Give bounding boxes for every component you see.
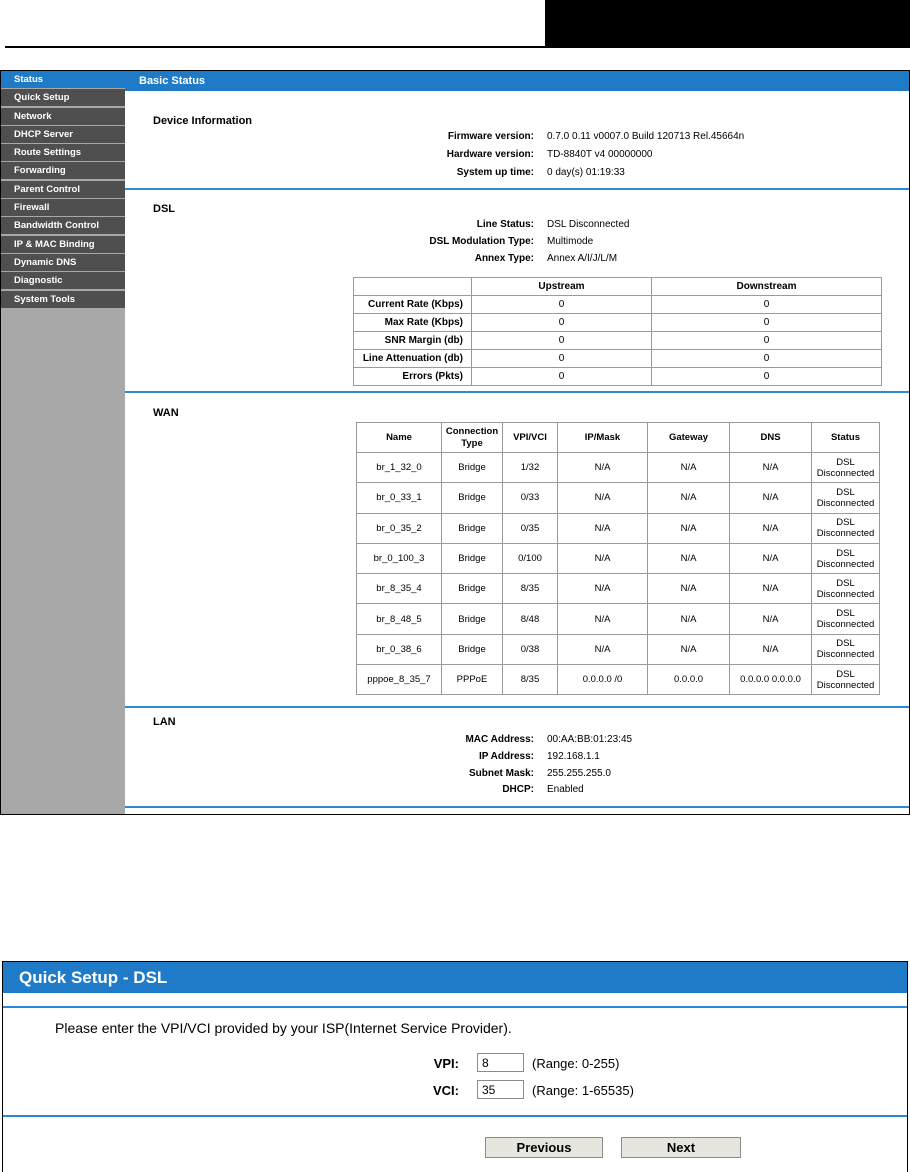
sidebar-item-route-settings[interactable]: Route Settings <box>1 144 125 161</box>
type-cell: Bridge <box>442 453 503 483</box>
firmware-label: Firmware version: <box>447 131 534 142</box>
vpi-label: VPI: <box>433 1056 459 1071</box>
sidebar-item-firewall[interactable]: Firewall <box>1 199 125 216</box>
vpivci-cell: 0/33 <box>503 483 558 513</box>
type-cell: Bridge <box>442 604 503 634</box>
upstream-cell: 0 <box>472 350 652 368</box>
table-row <box>357 543 880 573</box>
row-label: Current Rate (Kbps) <box>354 296 472 314</box>
row-label: SNR Margin (db) <box>354 332 472 350</box>
sidebar-item-dynamic-dns[interactable]: Dynamic DNS <box>1 254 125 271</box>
instruction-text: Please enter the VPI/VCI provided by your ISP(Internet Service Provider). <box>55 1020 512 1036</box>
name-cell: br_8_35_4 <box>357 574 442 604</box>
mask-label: Subnet Mask: <box>468 768 534 779</box>
vpivci-cell: 0/38 <box>503 634 558 664</box>
status-cell: DSL Disconnected <box>812 513 880 543</box>
table-row <box>357 453 880 483</box>
status-main <box>125 71 910 815</box>
downstream-cell: 0 <box>652 332 882 350</box>
sidebar-item-parent-control[interactable]: Parent Control <box>1 181 125 198</box>
name-cell: br_0_33_1 <box>357 483 442 513</box>
dns-cell: N/A <box>730 543 812 573</box>
name-cell: br_0_100_3 <box>357 543 442 573</box>
dhcp-label: DHCP: <box>502 784 534 795</box>
status-cell: DSL Disconnected <box>812 574 880 604</box>
sidebar-item-bandwidth-control[interactable]: Bandwidth Control <box>1 217 125 234</box>
status-cell: DSL Disconnected <box>812 634 880 664</box>
page-title: Basic Status <box>125 71 910 91</box>
header-black-bar <box>545 0 910 46</box>
name-cell: br_8_48_5 <box>357 604 442 634</box>
table-row <box>357 604 880 634</box>
table-header-row <box>354 278 882 296</box>
dhcp-value: Enabled <box>547 784 584 795</box>
gateway-cell: N/A <box>648 604 730 634</box>
table-header-row <box>357 423 880 453</box>
table-row <box>354 332 882 350</box>
dns-cell: N/A <box>730 604 812 634</box>
divider <box>3 1115 908 1117</box>
annex-label: Annex Type: <box>474 253 534 264</box>
modulation-value: Multimode <box>547 236 594 247</box>
name-cell: pppoe_8_35_7 <box>357 665 442 695</box>
table-row <box>354 350 882 368</box>
gateway-cell: N/A <box>648 513 730 543</box>
divider <box>125 391 910 393</box>
modulation-row <box>125 236 910 250</box>
table-row <box>357 513 880 543</box>
table-row <box>357 665 880 695</box>
upstream-cell: 0 <box>472 296 652 314</box>
downstream-cell: 0 <box>652 368 882 386</box>
vpivci-cell: 1/32 <box>503 453 558 483</box>
ip-cell: N/A <box>558 453 648 483</box>
sidebar-item-system-tools[interactable]: System Tools <box>1 291 125 308</box>
sidebar-item-dhcp-server[interactable]: DHCP Server <box>1 126 125 143</box>
vci-range: (Range: 1-65535) <box>532 1083 634 1098</box>
column-header: Upstream <box>472 278 652 296</box>
ip-value: 192.168.1.1 <box>547 751 600 762</box>
table-row <box>354 314 882 332</box>
ip-cell: N/A <box>558 543 648 573</box>
status-cell: DSL Disconnected <box>812 604 880 634</box>
sidebar-item-status[interactable]: Status <box>1 71 125 88</box>
downstream-cell: 0 <box>652 296 882 314</box>
gateway-cell: N/A <box>648 574 730 604</box>
line-status-label: Line Status: <box>476 219 534 230</box>
vpivci-cell: 0/35 <box>503 513 558 543</box>
divider <box>3 1006 908 1008</box>
sidebar-menu <box>1 71 125 308</box>
upstream-cell: 0 <box>472 332 652 350</box>
line-status-value: DSL Disconnected <box>547 219 630 230</box>
type-cell: Bridge <box>442 574 503 604</box>
upstream-cell: 0 <box>472 314 652 332</box>
row-label: Max Rate (Kbps) <box>354 314 472 332</box>
uptime-row <box>125 167 910 181</box>
dhcp-row <box>125 784 910 798</box>
ip-cell: N/A <box>558 513 648 543</box>
dns-cell: N/A <box>730 483 812 513</box>
table-row <box>354 368 882 386</box>
quick-setup-title: Quick Setup - DSL <box>3 962 907 993</box>
column-header: Gateway <box>648 423 730 453</box>
ip-cell: N/A <box>558 634 648 664</box>
ip-label: IP Address: <box>478 751 534 762</box>
quick-setup-screenshot <box>2 961 908 1172</box>
vci-input[interactable] <box>477 1080 524 1099</box>
column-header: Name <box>357 423 442 453</box>
status-cell: DSL Disconnected <box>812 543 880 573</box>
type-cell: Bridge <box>442 634 503 664</box>
firmware-value: 0.7.0 0.11 v0007.0 Build 120713 Rel.45664n <box>547 131 745 142</box>
type-cell: Bridge <box>442 513 503 543</box>
vpi-input[interactable] <box>477 1053 524 1072</box>
column-header: Status <box>812 423 880 453</box>
dns-cell: N/A <box>730 453 812 483</box>
status-page-screenshot <box>0 70 910 815</box>
uptime-value: 0 day(s) 01:19:33 <box>547 167 625 178</box>
lan-title: LAN <box>153 716 176 728</box>
dns-cell: N/A <box>730 574 812 604</box>
mac-row <box>125 734 910 748</box>
row-label: Errors (Pkts) <box>354 368 472 386</box>
next-button[interactable]: Next <box>621 1137 741 1158</box>
sidebar-item-quick-setup[interactable]: Quick Setup <box>1 89 125 106</box>
hardware-value: TD-8840T v4 00000000 <box>547 149 653 160</box>
type-cell: Bridge <box>442 543 503 573</box>
column-header: DNS <box>730 423 812 453</box>
table-row <box>357 483 880 513</box>
sidebar-item-ip-mac-binding[interactable]: IP & MAC Binding <box>1 236 125 253</box>
gateway-cell: N/A <box>648 483 730 513</box>
vci-label: VCI: <box>433 1083 459 1098</box>
gateway-cell: N/A <box>648 453 730 483</box>
table-row <box>357 634 880 664</box>
vpivci-cell: 0/100 <box>503 543 558 573</box>
dns-cell: N/A <box>730 634 812 664</box>
annex-row <box>125 253 910 267</box>
status-cell: DSL Disconnected <box>812 483 880 513</box>
ip-cell: 0.0.0.0 /0 <box>558 665 648 695</box>
ip-cell: N/A <box>558 483 648 513</box>
wan-table <box>356 422 880 695</box>
dns-cell: 0.0.0.0 0.0.0.0 <box>730 665 812 695</box>
sidebar <box>1 71 125 815</box>
column-header: Connection Type <box>442 423 503 453</box>
table-row <box>354 296 882 314</box>
uptime-label: System up time: <box>456 167 534 178</box>
gateway-cell: 0.0.0.0 <box>648 665 730 695</box>
annex-value: Annex A/I/J/L/M <box>547 253 618 264</box>
type-cell: PPPoE <box>442 665 503 695</box>
column-header <box>354 278 472 296</box>
wan-title: WAN <box>153 407 179 419</box>
row-label: Line Attenuation (db) <box>354 350 472 368</box>
divider <box>125 806 910 808</box>
column-header: IP/Mask <box>558 423 648 453</box>
vpivci-cell: 8/35 <box>503 574 558 604</box>
ip-row <box>125 751 910 765</box>
gateway-cell: N/A <box>648 543 730 573</box>
mac-label: MAC Address: <box>465 734 534 745</box>
firmware-row <box>125 131 910 145</box>
dsl-title: DSL <box>153 203 175 215</box>
hardware-row <box>125 149 910 163</box>
modulation-label: DSL Modulation Type: <box>429 236 534 247</box>
line-status-row <box>125 219 910 233</box>
mac-value: 00:AA:BB:01:23:45 <box>547 734 633 745</box>
downstream-cell: 0 <box>652 350 882 368</box>
downstream-cell: 0 <box>652 314 882 332</box>
name-cell: br_1_32_0 <box>357 453 442 483</box>
vpivci-cell: 8/48 <box>503 604 558 634</box>
sidebar-item-diagnostic[interactable]: Diagnostic <box>1 272 125 289</box>
upstream-cell: 0 <box>472 368 652 386</box>
sidebar-item-forwarding[interactable]: Forwarding <box>1 162 125 179</box>
ip-cell: N/A <box>558 604 648 634</box>
previous-button[interactable]: Previous <box>485 1137 603 1158</box>
device-info-title: Device Information <box>153 115 253 127</box>
status-cell: DSL Disconnected <box>812 665 880 695</box>
status-cell: DSL Disconnected <box>812 453 880 483</box>
ip-cell: N/A <box>558 574 648 604</box>
column-header: Downstream <box>652 278 882 296</box>
name-cell: br_0_38_6 <box>357 634 442 664</box>
column-header: VPI/VCI <box>503 423 558 453</box>
divider <box>125 706 910 708</box>
vpivci-cell: 8/35 <box>503 665 558 695</box>
divider <box>125 188 910 190</box>
dns-cell: N/A <box>730 513 812 543</box>
name-cell: br_0_35_2 <box>357 513 442 543</box>
gateway-cell: N/A <box>648 634 730 664</box>
vpi-range: (Range: 0-255) <box>532 1056 620 1071</box>
header-rule <box>5 46 910 48</box>
table-row <box>357 574 880 604</box>
type-cell: Bridge <box>442 483 503 513</box>
mask-value: 255.255.255.0 <box>547 768 611 779</box>
dsl-stats-table <box>353 277 882 386</box>
mask-row <box>125 768 910 782</box>
hardware-label: Hardware version: <box>446 149 534 160</box>
sidebar-item-network[interactable]: Network <box>1 108 125 125</box>
